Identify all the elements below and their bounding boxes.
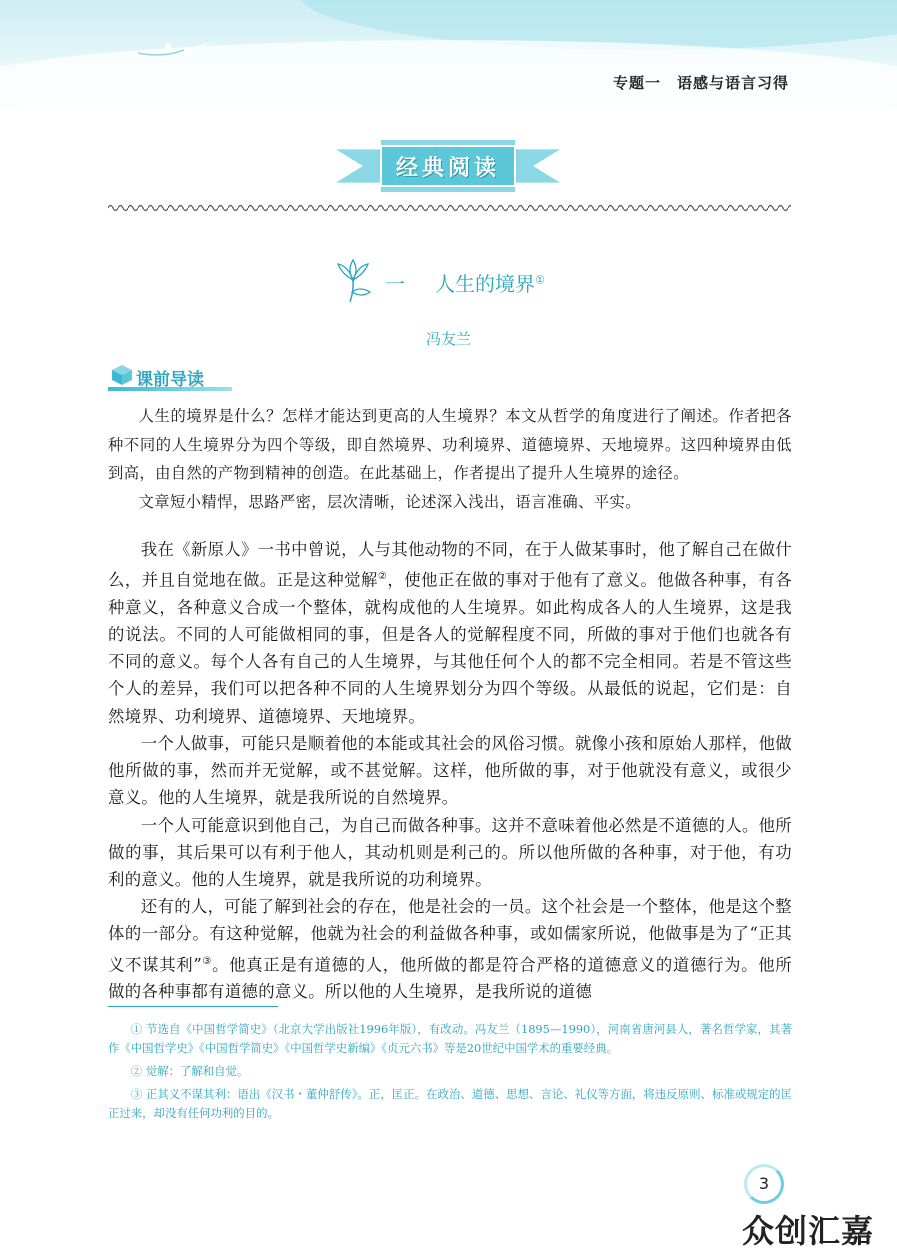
article-author: 冯友兰 (425, 330, 471, 348)
body-paragraph (108, 536, 792, 730)
footnote-marker-2[interactable]: ② (377, 571, 388, 583)
page-number: 3 (758, 1174, 770, 1193)
article-title-text: 人生的境界 (435, 272, 535, 296)
wavy-divider (108, 203, 791, 213)
body-paragraph (108, 893, 792, 1005)
body-text-segment: 还有的人，可能了解到社会的存在，他是社会的一员。这个社会是一个整体，他是这个整体的一部分。有这种觉解，他就为社会的利益做各种事，或如儒家所说，他做事是为了“正其义不谋其利” (108, 897, 792, 974)
guide-paragraph: 人生的境界是什么？怎样才能达到更高的人生境界？本文从哲学的角度进行了阐述。作者把各种不同的人生境界分为四个等级，即自然境界、功利境界、道德境界、天地境界。这四种境界由低到高，由自然的产物到精神的创造。在此基础上，作者提出了提升人生境界的途径。 (108, 407, 792, 482)
page-number-badge (744, 1164, 788, 1208)
lotus-icon (330, 256, 376, 306)
boat-icon (118, 36, 214, 66)
chapter-title: 专题一 语感与语言习得 (612, 74, 789, 92)
guide-heading-label: 课前导读 (136, 370, 204, 390)
section-banner (336, 140, 560, 192)
guide-heading (108, 363, 232, 393)
guide-paragraph: 文章短小精悍，思路严密，层次清晰，论述深入浅出，语言准确、平实。 (138, 492, 641, 511)
body-paragraph: 一个人做事，可能只是顺着他的本能或其社会的风俗习惯。就像小孩和原始人那样，他做他所做的事，然而并无觉解，或不甚觉解。这样，他所做的事，对于他就没有意义，或很少意义。他的人生境界，就是我所说的自然境界。 (108, 733, 792, 808)
footnote-divider (108, 1006, 278, 1007)
watermark: 众创汇嘉 (742, 1212, 875, 1250)
footnote-item: ② 觉解：了解和自觉。 (130, 1064, 249, 1078)
article-title (385, 268, 545, 297)
footnotes (108, 1020, 792, 1127)
footnote-item: ① 节选自《中国哲学简史》（北京大学出版社1996年版），有改动。冯友兰（1895—1990），河南省唐河县人，著名哲学家，其著作《中国哲学史》《中国哲学简史》《中国哲学史新编》《贞元六书》等是20世纪中国学术的重要经典。 (108, 1022, 792, 1055)
header-band (0, 0, 897, 112)
footnote-marker-1[interactable]: ① (535, 273, 545, 287)
body-paragraph: 一个人可能意识到他自己，为自己而做各种事。这并不意味着他必然是不道德的人。他所做的事，其后果可以有利于他人，其动机则是利己的。所以他所做的各种事，对于他，有功利的意义。他的人生境界，就是我所说的功利境界。 (108, 815, 792, 889)
body-text-segment: 我在《新原人》一书中曾说，人与其他动物的不同，在于人做某事时，他了解自己在做什么，并且自觉地在做。正是这种觉解 (108, 540, 792, 590)
body-text-segment: ，使他正在做的事对于他有了意义。他做各种事，有各种意义，各种意义合成一个整体，就构成他的人生境界。如此构成各人的人生境界，这是我的说法。不同的人可能做相同的事，但是各人的觉解程度不同，所做的事对于他们也就各有不同的意义。每个人各有自己的人生境界，与其他任何个人的都不完全相同。若是不管这些个人的差异，我们可以把各种不同的人生境界划分为四个等级。从最低的说起，它们是：自然境界、功利境界、道德境界、天地境界。 (108, 570, 792, 726)
section-banner-label: 经典阅读 (395, 155, 500, 181)
footnote-marker-3[interactable]: ③ (202, 955, 213, 967)
article-number: 一 (385, 272, 405, 296)
banner-plate (380, 145, 516, 187)
article-body (108, 536, 792, 1005)
book-cube-icon (110, 364, 134, 386)
guide-text (108, 402, 792, 516)
body-text-segment: 。他真正是有道德的人，他所做的都是符合严格的道德意义的道德行为。他所做的各种事都有道德的意义。所以他的人生境界，是我所说的道德 (108, 954, 793, 1002)
footnote-item: ③ 正其义不谋其利：语出《汉书・董仲舒传》。正，匡正。在政治、道德、思想、言论、礼仪等方面，将违反原则、标准或规定的匡正过来，却没有任何功利的目的。 (108, 1087, 792, 1120)
